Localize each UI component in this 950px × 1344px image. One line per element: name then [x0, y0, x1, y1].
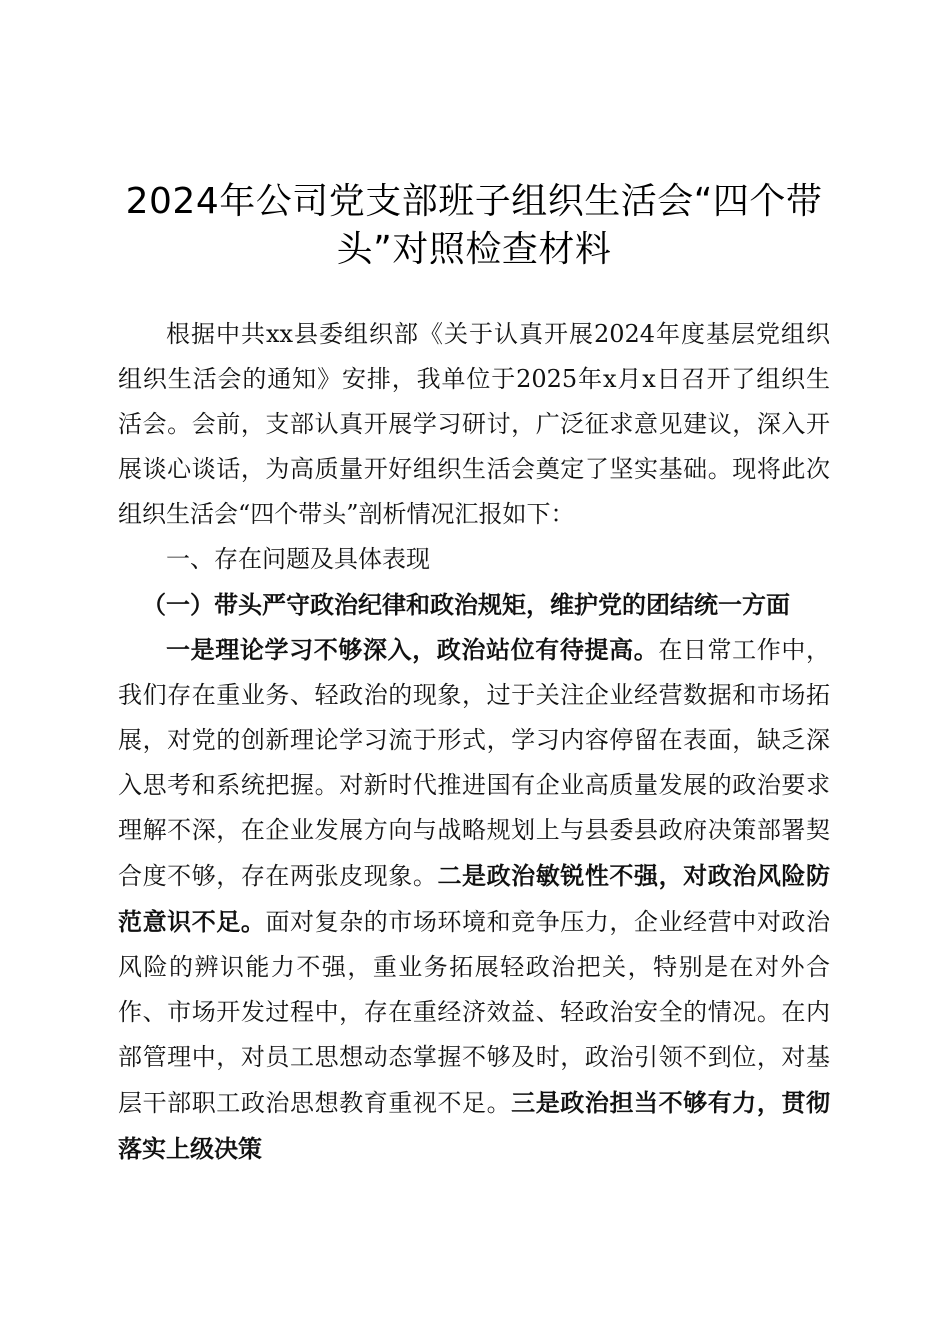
point2-text: 面对复杂的市场环境和竞争压力，企业经营中对政治风险的辨识能力不强，重业务拓展轻政治把关，特别是在对外合作、市场开发过程中，存在重经济效益、轻政治安全的情况。在内部管理中，对员工思想动态掌握不够及时，政治引领不到位，对基层干部职工政治思想教育重视不足。: [118, 908, 831, 1117]
intro-paragraph: 根据中共xx县委组织部《关于认真开展2024年度基层党组织组织生活会的通知》安排，我单位于2025年x月x日召开了组织生活会。会前，支部认真开展学习研讨，广泛征求意见建议，深入开展谈心谈话，为高质量开好组织生活会奠定了坚实基础。现将此次组织生活会“四个带头”剖析情况汇报如下：: [118, 320, 830, 528]
subsection-heading: （一）带头严守政治纪律和政治规矩，维护党的团结统一方面: [142, 590, 790, 619]
body-paragraph: [118, 627, 830, 1172]
point3-heading: 三是政治担当不够有力，贯彻落实上级决策: [118, 1088, 831, 1163]
point2-heading: 二是政治敏锐性不强，对政治风险防范意识不足。: [118, 861, 831, 936]
point1-text: 在日常工作中，我们存在重业务、轻政治的现象，过于关注企业经营数据和市场拓展，对党的创新理论学习流于形式，学习内容停留在表面，缺乏深入思考和系统把握。对新时代推进国有企业高质量发展的政治要求理解不深，在企业发展方向与战略规划上与县委县政府决策部署契合度不够，存在两张皮现象。: [118, 636, 831, 890]
section-heading: 一、存在问题及具体表现: [166, 545, 430, 573]
document-body: [118, 312, 830, 1172]
document-title: 2024年公司党支部班子组织生活会“四个带头”对照检查材料: [125, 181, 823, 270]
point1-heading: 一是理论学习不够深入，政治站位有待提高。: [166, 635, 659, 664]
